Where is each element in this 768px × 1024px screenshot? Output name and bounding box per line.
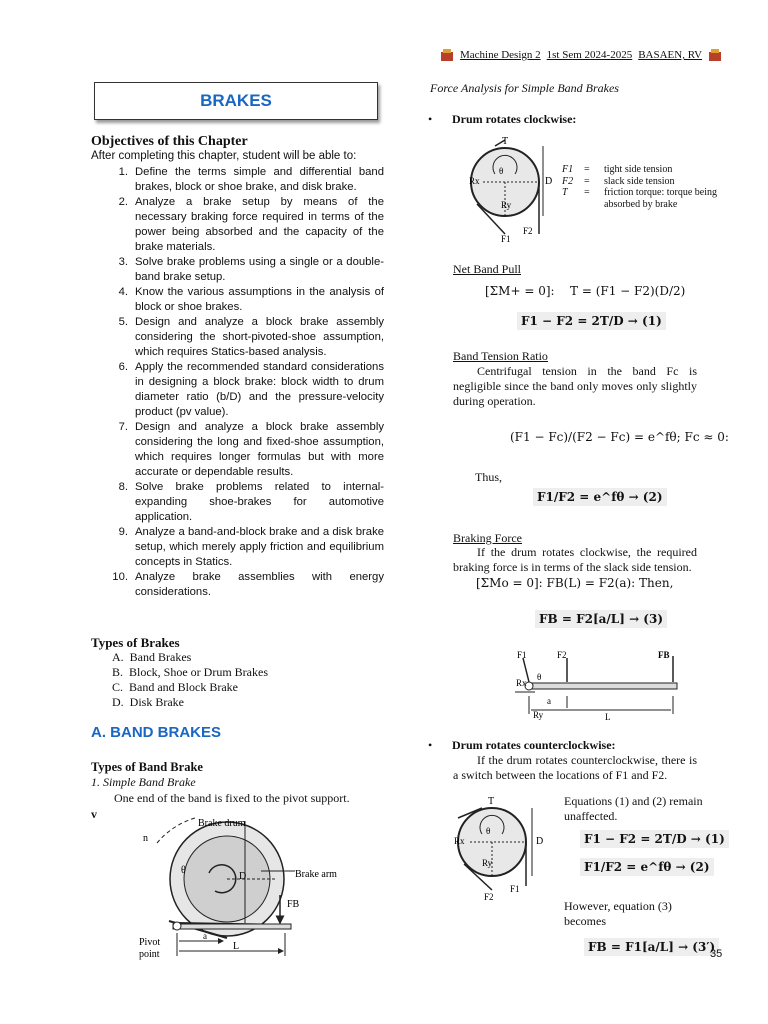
objective-text: Analyze a brake setup by means of the necessary braking force required in terms of the power being absorbed and the capacity of the brake materials.: [135, 196, 384, 253]
header-author: BASAEN, RV: [638, 49, 703, 61]
header-semester: 1st Sem 2024-2025: [546, 49, 633, 61]
objectives-intro: After completing this chapter, student will be able to:: [91, 150, 357, 162]
brake-type-item: C. Band and Block Brake: [112, 680, 238, 694]
fig1-theta-label: θ: [499, 166, 504, 176]
eq-1-ccw: F1 − F2 = 2T/D → (1): [580, 830, 729, 848]
page-number: 35: [710, 948, 723, 960]
bullet-icon: •: [428, 112, 433, 126]
fig2-f2-label: F2: [484, 892, 494, 902]
fig-fb-label: FB: [287, 899, 300, 910]
however-text: However, equation (3) becomes: [564, 899, 672, 928]
net-pull-eq1-right: T = (F1 − F2)(D/2): [570, 284, 686, 298]
brake-type-item: A. Band Brakes: [112, 650, 192, 664]
legend-equals: =: [584, 187, 590, 198]
cw-band-figure: [465, 134, 555, 246]
fig-d-label: D: [239, 871, 247, 882]
legend-desc: tight side tension: [604, 164, 673, 175]
objective-number: 8.: [118, 481, 128, 493]
objective-item: [108, 525, 384, 570]
simple-band-brake-figure: [135, 813, 375, 963]
objective-number: 3.: [118, 256, 128, 268]
legend-row: [562, 176, 722, 188]
objective-text: Solve brake problems related to internal-expanding shoe-brakes for automotive application.: [135, 481, 384, 523]
ccw-heading: Drum rotates counterclockwise:: [452, 738, 616, 752]
ccw-band-figure: [448, 794, 548, 906]
fig-point-label: point: [139, 949, 160, 960]
objective-item: [108, 285, 384, 315]
fig-a-label: a: [203, 931, 207, 941]
band-brakes-heading: A. BAND BRAKES: [91, 724, 222, 741]
fig2-theta-label: θ: [486, 826, 491, 836]
simple-band-item: 1. Simple Band Brake: [91, 775, 196, 789]
band-types-heading: Types of Band Brake: [91, 760, 203, 774]
objective-text: Solve brake problems using a single or a double-band brake setup.: [135, 256, 384, 283]
ccw-text: If the drum rotates counterclockwise, there is a switch between the locations of F1 and F2.: [453, 753, 697, 782]
fig1-f1-label: F1: [501, 234, 511, 244]
fig-brake-arm-label: Brake arm: [295, 869, 337, 880]
objective-item: [108, 360, 384, 420]
school-logo-icon: [708, 48, 722, 62]
fig-n-label: n: [143, 833, 148, 844]
tension-legend: [562, 164, 722, 210]
objective-text: Define the terms simple and differential band brakes, block or shoe brake, and disk brake.: [135, 166, 384, 193]
ratio-heading: Band Tension Ratio: [453, 349, 548, 363]
legend-equals: =: [584, 175, 590, 187]
braking-eq1: [ΣMo = 0]: FB(L) = F2(a): Then,: [476, 576, 674, 590]
objective-text: Design and analyze a block brake assembly considering the short-pivoted-shoe assumption, which requires Statics-based analysis.: [135, 316, 384, 358]
eq-2: F1/F2 = e^fθ → (2): [533, 488, 667, 506]
objective-item: [108, 195, 384, 255]
types-heading: Types of Brakes: [91, 635, 180, 650]
ratio-text: Centrifugal tension in the band Fc is negligible since the band only moves only slightly during operation.: [453, 364, 697, 408]
objective-number: 10.: [112, 571, 128, 583]
brake-lever-figure: [505, 648, 685, 724]
net-pull-eq1-left: [ΣM+ = 0]:: [485, 284, 555, 298]
lever-theta-label: θ: [537, 672, 542, 682]
fig2-t-label: T: [488, 796, 495, 807]
legend-equals: =: [584, 164, 590, 175]
objective-number: 2.: [118, 196, 128, 208]
lever-a-label: a: [547, 696, 551, 706]
chapter-title: BRAKES: [200, 91, 272, 110]
net-pull-heading: Net Band Pull: [453, 262, 521, 276]
objective-text: Analyze a band-and-block brake and a disk brake setup, which merely apply friction and equilibrium concepts in Statics.: [135, 526, 384, 568]
types-list: [112, 650, 268, 710]
brake-type-item: B. Block, Shoe or Drum Brakes: [112, 665, 268, 679]
objective-text: Analyze brake assemblies with energy considerations.: [135, 571, 384, 598]
lever-fb-label: FB: [658, 650, 670, 660]
force-analysis-heading: Force Analysis for Simple Band Brakes: [430, 81, 619, 95]
objective-number: 7.: [118, 421, 128, 433]
fig-brake-drum-label: Brake drum: [198, 818, 246, 829]
cw-heading: Drum rotates clockwise:: [452, 112, 577, 126]
eq-2-ccw: F1/F2 = e^fθ → (2): [580, 858, 714, 876]
pivot-point-shape: [173, 922, 181, 930]
objective-item: [108, 315, 384, 360]
fig1-f2-label: F2: [523, 226, 533, 236]
objectives-list: [108, 165, 384, 600]
objectives-heading: Objectives of this Chapter: [91, 134, 248, 149]
fig1-t-label: T: [502, 136, 509, 147]
braking-heading: Braking Force: [453, 531, 522, 545]
objective-item: [108, 480, 384, 525]
fig1-ry-label: Ry: [501, 200, 512, 210]
objective-item: [108, 420, 384, 480]
fig2-f1-label: F1: [510, 884, 520, 894]
legend-desc: slack side tension: [604, 175, 675, 187]
braking-text: If the drum rotates clockwise, the required braking force is in terms of the slack side tension.: [453, 545, 697, 574]
objective-text: Know the various assumptions in the analysis of block or shoe brakes.: [135, 286, 384, 313]
legend-symbol: F1: [562, 164, 574, 175]
fig-l-label: L: [233, 941, 240, 952]
objective-number: 9.: [118, 526, 128, 538]
eq-3-prime: FB = F1[a/L] → (3′): [584, 938, 719, 956]
fig1-rx-label: Rx: [469, 176, 480, 186]
simple-band-desc: One end of the band is fixed to the pivot support.: [114, 791, 350, 805]
school-logo-icon: [440, 48, 454, 62]
lever-l-label: L: [605, 712, 611, 722]
header-course: Machine Design 2: [460, 49, 541, 61]
fig-theta-label: θ: [181, 865, 186, 876]
legend-symbol: F2: [562, 175, 574, 187]
eq-3: FB = F2[a/L] → (3): [535, 610, 667, 628]
objective-number: 5.: [118, 316, 128, 328]
legend-row: [562, 164, 722, 176]
legend-row: [562, 187, 722, 210]
lever-arm-shape: [527, 683, 677, 689]
fig2-rx-label: Rx: [454, 836, 465, 846]
thus-label: Thus,: [475, 470, 502, 484]
lever-f2-label: F2: [557, 650, 567, 660]
fig2-d-label: D: [536, 836, 544, 847]
bullet-icon: •: [428, 738, 433, 752]
objective-text: Apply the recommended standard considerations in designing a block brake: block width to drum diameter ratio (b/D) and the pressure-velocity product (pv value).: [135, 361, 384, 418]
v-label: v: [91, 807, 97, 821]
ratio-eq1: (F1 − Fc)/(F2 − Fc) = e^fθ; Fc ≈ 0:: [510, 430, 729, 444]
objective-item: [108, 255, 384, 285]
page-header: [440, 48, 740, 62]
brake-arm-shape: [173, 924, 291, 929]
objective-text: Design and analyze a block brake assembly considering the long and fixed-shoe assumption, which requires longer formulas but with more accurate or dependable results.: [135, 421, 384, 478]
lever-f1-label: F1: [517, 650, 527, 660]
chapter-title-box: [94, 82, 378, 120]
eq-1: F1 − F2 = 2T/D → (1): [517, 312, 666, 330]
legend-symbol: T: [562, 187, 568, 198]
objective-item: [108, 165, 384, 195]
objective-item: [108, 570, 384, 600]
lever-rx-label: Rx: [516, 678, 527, 688]
lever-ry-label: Ry: [533, 710, 544, 720]
objective-number: 6.: [118, 361, 128, 373]
fig-pivot-label: Pivot: [139, 937, 161, 948]
legend-desc: friction torque: torque being absorbed by brake: [604, 187, 718, 210]
objective-number: 4.: [118, 286, 128, 298]
ccw-remain-text: Equations (1) and (2) remain unaffected.: [564, 794, 703, 823]
fig1-d-label: D: [545, 176, 553, 187]
fig2-ry-label: Ry: [482, 858, 493, 868]
objective-number: 1.: [118, 166, 128, 178]
brake-type-item: D. Disk Brake: [112, 695, 184, 709]
